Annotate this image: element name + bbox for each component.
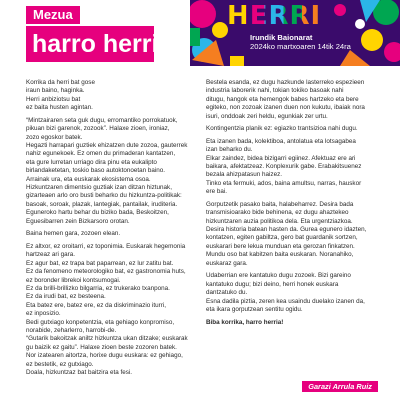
section-label: Mezua — [26, 6, 80, 24]
right-column — [206, 79, 378, 331]
paragraph: Kontingentzia planik ez: egiazko trantsizioa nahi dugu. — [206, 125, 358, 133]
page-title: harro herri — [32, 30, 159, 58]
paragraph: Gorputzetik pasako baita, halabeharrez. Desira bada transmisioarako bide behinena, ez dugu ahaztekeo hizkuntzaren auzia politikoa dela. Eta urgentziazkoa. Desira historia batean hasten da. Gurea egunero idazten, kontatzen, egiten gabiltza, gero bat guardanik sortzen, euskarari bere lekua munduan eta gerozan finkatzen. Mundu oso bat kabitzen baita euskaran. Noranahiko, euskaraz gara. — [206, 200, 367, 267]
header-artwork — [190, 0, 400, 66]
paragraph: Korrika da herri bat gose iraun baino, haginka. Herri anbiziotsu bat ez baita husten agintan. — [26, 79, 95, 112]
event-dates: 2024ko martxoaren 14tik 24ra — [250, 42, 351, 51]
logo-word: HERRI — [227, 1, 322, 31]
author-signature: Garazi Arrula Ruiz — [302, 381, 378, 392]
event-route: Irundik Baionarat — [250, 33, 313, 42]
header — [0, 0, 400, 66]
paragraph: Bestela esanda, ez dugu hazkunde lasterreko espezieen industria laborerik nahi, tokian tokiko basoak nahi ditugu, hangok eta hemengok babes hartzeko eta bere egiteko, non zozoak izanen duen non kukutu, ibaiak nora isuri, onddoak zeri heldu, egunkiak zer urtu. — [206, 79, 365, 120]
paragraph: Eta izanen bada, kolektiboa, antolatua eta lotsagabea izan beharko du. Elkar zaindez, bidea bizigarri egiinez. Afektuaz ere ari baikara, afektatzeaz. Konplexurik gabe. Erabakitsuenez bezala ahizpatasun haizez. Tinko eta fermuki, ados, baina amultsu, narras, hauskor ere bai. — [206, 137, 362, 196]
paragraph: Ez altxor, ez oroitarri, ez toponimia. Euskarak hegemonia hartzeaz ari gara. Ez agur bat, ez trapa bat paparrean, ez lur zatitu bat. Ez da fenomeno meteorologiko bat, ez gastronomia huts, ez boronder librekoi kontsumogai. Ez da brilli-brillizko bilgarria, ez trukerako txanpona. Ez da irudi bat, ez besteena. Eta batez ere, batez ere, ez da diskriminazio iturri, ez inposizio. Bedi gutxiago konpetentzia, eta gehiago konpromiso, norabide, zeharlerro, harrobi-de. “Gutarik bakoitzak aniltz hizkuntza ukan ditzake; euskarak gu baizik ez gaitu”. Halaxe zioen beste zozoren batek. Nor izatearen aitortza, horixe dugu euskara: ez gehiago, ez bestetik, ez gutxiago. Doala, hizkuntzaz bat baitzira eta fesi. — [26, 242, 188, 376]
left-column — [26, 79, 196, 382]
paragraph: Baina hemen gara, zozoen elean. — [26, 230, 121, 238]
closing-slogan: Biba korrika, harro herria! — [206, 318, 284, 326]
paragraph: Udaberrian ere kantatuko dugu zozoek. Bizi gareino kantatuko dugu; bizi deino, herri honek euskara dantzatuko du. Esna dadila piztia, zeren kea usaindu duelako izanen da, eta ikara gorputzean sentitu ogidu. — [206, 272, 365, 313]
paragraph: “Mintzairaren seta guk dugu, erromantiko porrokatuok, pikuan bizi garenok, zozook”. Halaxe zioen, ironiaz, zozo egoskor batek. Hegazti harrapari guztiek ehizatzen dute zozoa, gauterrek nahiz egunekoek. Ez omen du primaderan kantatzen, eta gure lurretan urriago dira pinu eta eukalipto birlandaketetan, toskio baso autoktonoetan baino. Arrainak ura, eta euskarak ekosistema osoa. Hizkuntzaren dimentsio guztiak izan ditzan hiztunak, gizarteaen arlo oro busti beharko du hizkuntza-politikak: basoak, soroak, plazak, lantegiak, pantailak, iruditeria. Eguneroko hartu behar du biziko bada, Beskoitzen, Eguesibarren zein Bizkarsoro orotan. — [26, 116, 188, 225]
